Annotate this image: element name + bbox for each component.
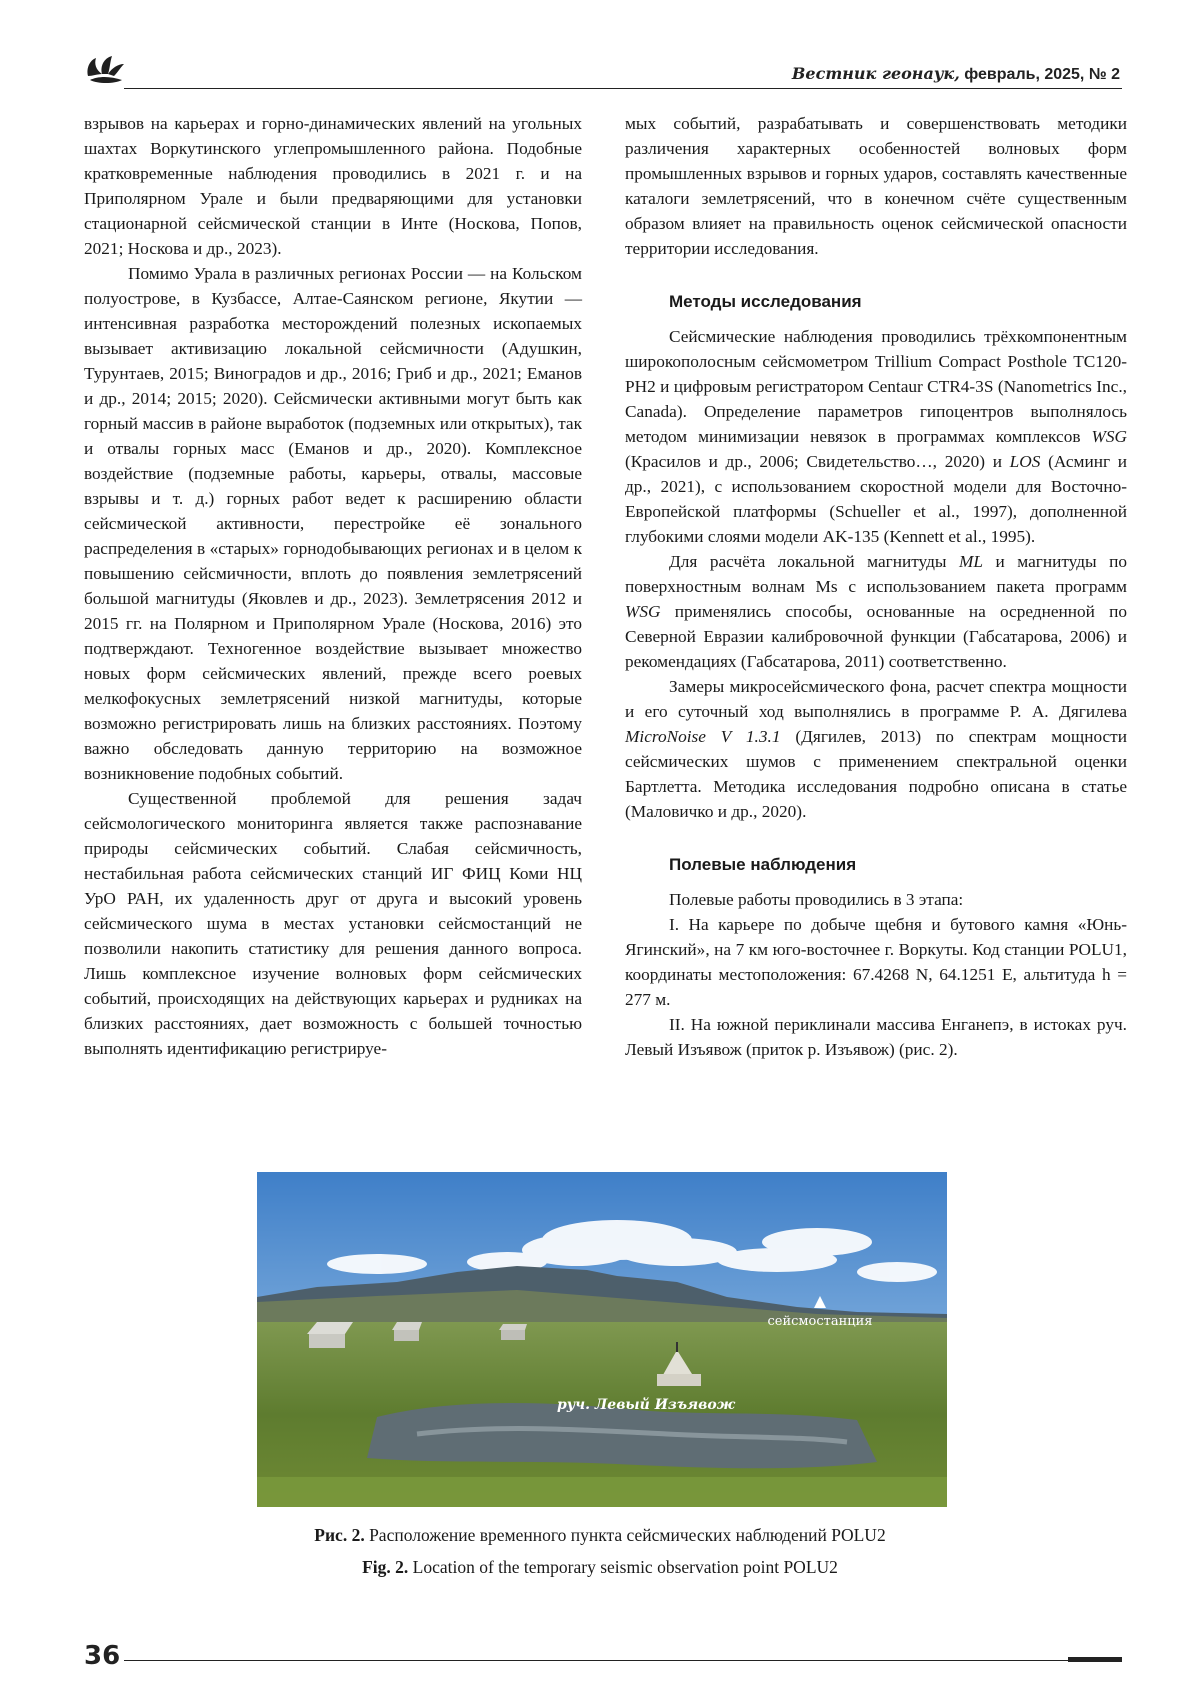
landscape-photo bbox=[257, 1172, 947, 1507]
journal-logo-icon bbox=[84, 54, 126, 86]
left-column bbox=[84, 111, 582, 1061]
paragraph: мых событий, разрабатывать и совершенствовать методики различения характерных особенностей волновых форм промышленных взрывов и горных ударов, составлять качественные каталоги землетрясений, что в конечном счёте существенным образом влияет на правильность оценок сейсмической опасности территории исследования. bbox=[625, 114, 1127, 258]
paragraph: I. На карьере по добыче щебня и бутового камня «Юнь-Ягинский», на 7 км юго-восточнее г. Воркуты. Код станции POLU1, координаты местоположения: 67.4268 N, 64.1251 E, альтитуда h = 277 м. bbox=[625, 915, 1127, 1009]
journal-name: Вестник геонаук, bbox=[791, 64, 960, 83]
paragraph: Сейсмические наблюдения проводились трёхкомпонентным широкополосным сейсмометром Trillium Compact Posthole TC120-PH2 и цифровым регистратором Centaur CTR4-3S (Nanometrics Inc., Canada). Определение параметров гипоцентров выполнялось методом минимизации невязок в программах комплексов WSG (Красилов и др., 2006; Свидетельство…, 2020) и LOS (Асминг и др., 2021), с использованием скоростной модели для Восточно-Европейской платформы (Schueller et al., 1997), дополненной глубокими слоями модели AK-135 (Kennett et al., 1995). bbox=[625, 327, 1127, 546]
paragraph: Для расчёта локальной магнитуды ML и магнитуды по поверхностным волнам Ms с использованием пакета программ WSG применялись способы, основанные на осредненной по Северной Евразии калибровочной функции (Габсатарова, 2006) и рекомендациях (Габсатарова, 2011) соответственно. bbox=[625, 552, 1127, 671]
page-number: 36 bbox=[84, 1641, 121, 1671]
caption-ru: Рис. 2. Расположение временного пункта сейсмических наблюдений POLU2 bbox=[314, 1525, 886, 1545]
station-label: сейсмостанция bbox=[767, 1314, 873, 1329]
paragraph: Существенной проблемой для решения задач сейсмологического мониторинга является также распознавание природы сейсмических событий. Слабая сейсмичность, нестабильная работа сейсмических станций ИГ ФИЦ Коми НЦ УрО РАН, их удаленность друг от друга и высокий уровень сейсмического шума в местах установки сейсмостанций не позволили накопить статистику для решения данного вопроса. Лишь комплексное изучение волновых форм сейсмических событий, происходящих на действующих карьерах и рудниках на близких расстояниях, дает возможность с большей точностью выполнять идентификацию регистрируе- bbox=[84, 789, 582, 1058]
footer-rule bbox=[124, 1660, 1122, 1661]
right-column bbox=[625, 111, 1127, 1062]
section-heading-field: Полевые наблюдения bbox=[669, 855, 857, 874]
caption-en: Fig. 2. Location of the temporary seismic observation point POLU2 bbox=[362, 1557, 838, 1577]
running-header bbox=[792, 64, 1120, 84]
stream-label: руч. Левый Изъявож bbox=[557, 1397, 735, 1413]
field-photo bbox=[257, 1172, 947, 1507]
paragraph: взрывов на карьерах и горно-динамических явлений на угольных шахтах Воркутинского углепромышленного района. Подобные кратковременные наблюдения проводились в 2021 г. и на Приполярном Урале и были предваряющими для установки стационарной сейсмической станции в Инте (Носкова, Попов, 2021; Носкова и др., 2023). bbox=[84, 114, 582, 258]
journal-issue: февраль, 2025, № 2 bbox=[959, 66, 1120, 83]
paragraph: Замеры микросейсмического фона, расчет спектра мощности и его суточный ход выполнялись в программе Р. А. Дягилева MicroNoise V 1.3.1 (Дягилев, 2013) по спектрам мощности сейсмических шумов с применением спектральной оценки Бартлетта. Методика исследования подробно описана в статье (Маловичко и др., 2020). bbox=[625, 677, 1127, 821]
header-rule bbox=[124, 88, 1122, 89]
paragraph: Помимо Урала в различных регионах России — на Кольском полуострове, в Кузбассе, Алтае-Саянском регионе, Якутии — интенсивная разработка месторождений полезных ископаемых вызывает активизацию локальной сейсмичности (Адушкин, Турунтаев, 2015; Виноградов и др., 2016; Гриб и др., 2021; Еманов и др., 2014; 2015; 2020). Сейсмически активными могут быть как горный массив в районе выработок (подземных или открытых), так и отвалы горных масс (Еманов и др., 2020). Комплексное воздействие (подземные работы, карьеры, отвалы, массовые взрывы и т. д.) горных работ ведет к расширению области сейсмической активности, перестройке её зонального распределения в «старых» горнодобывающих регионах и в целом к повышению сейсмичности, вплоть до появления землетрясений большой магнитуды (Яковлев и др., 2023). Землетрясения 2012 и 2015 гг. на Полярном и Приполярном Урале (Носкова, 2016) это подтверждают. Техногенное воздействие вызывает множество новых форм сейсмических явлений, прежде всего роевых мелкофокусных землетрясений низкой магнитуды, которые возможно регистрировать лишь на близких расстояниях. Поэтому важно обследовать данную территорию на возможное возникновение подобных событий. bbox=[84, 264, 582, 783]
paragraph: Полевые работы проводились в 3 этапа: bbox=[669, 890, 964, 909]
paragraph: II. На южной периклинали массива Енганепэ, в истоках руч. Левый Изъявож (приток р. Изъявож) (рис. 2). bbox=[625, 1015, 1127, 1059]
footer-bar bbox=[1068, 1657, 1122, 1662]
section-heading-methods: Методы исследования bbox=[669, 292, 862, 311]
